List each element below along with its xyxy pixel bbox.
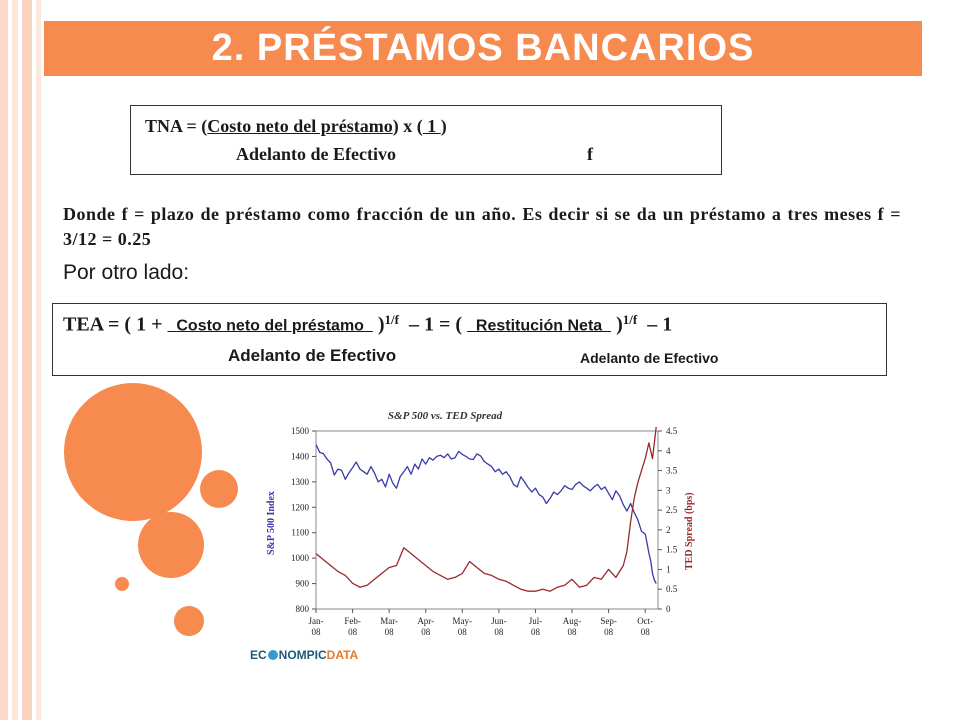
left-tick-label: 1000 bbox=[291, 553, 309, 564]
description-paragraph: Donde f = plazo de préstamo como fracción de un año. Es decir si se da un préstamo a tres meses f = 3/12 = 0.25 bbox=[63, 204, 901, 249]
logo-part-1: EC bbox=[250, 648, 267, 662]
left-tick-label: 800 bbox=[295, 604, 309, 614]
x-tick-label-month: Apr- bbox=[417, 616, 435, 626]
tea-lead: TEA = ( 1 + bbox=[63, 313, 168, 336]
tea-end bbox=[637, 313, 672, 335]
x-tick-label-year: 08 bbox=[567, 627, 577, 637]
left-stripe-3 bbox=[22, 0, 32, 720]
tna-formula-box bbox=[130, 105, 722, 175]
tea-formula-box bbox=[52, 303, 887, 376]
left-stripe-4 bbox=[36, 0, 41, 720]
right-tick-label: 1 bbox=[666, 564, 671, 575]
right-tick-label: 4.5 bbox=[666, 426, 678, 436]
tea-close-1: ) bbox=[372, 313, 385, 336]
x-tick-label-year: 08 bbox=[421, 627, 431, 637]
left-axis-ticks bbox=[291, 426, 316, 614]
x-tick-label-month: Jun- bbox=[491, 616, 507, 626]
left-tick-label: 1200 bbox=[291, 502, 309, 513]
right-tick-label: 2 bbox=[666, 524, 671, 535]
decorative-circle-big2 bbox=[138, 512, 204, 578]
decorative-circle-large bbox=[64, 383, 202, 521]
tna-denominator: Adelanto de Efectivo bbox=[236, 144, 396, 164]
right-axis-ticks bbox=[658, 426, 678, 614]
chart-series bbox=[316, 427, 656, 591]
sp500-ted-chart bbox=[250, 405, 695, 655]
tna-numerator: Costo neto del préstamo bbox=[207, 116, 393, 136]
tea-mid bbox=[399, 313, 467, 335]
decorative-circle-medium bbox=[200, 470, 238, 508]
tea-numerator-2 bbox=[467, 317, 611, 334]
right-tick-label: 0 bbox=[666, 604, 671, 614]
sp500-series-line bbox=[316, 445, 656, 584]
tea-end-text: – 1 bbox=[647, 313, 673, 336]
slide-title-text: 2. PRÉSTAMOS BANCARIOS bbox=[211, 27, 755, 69]
tna-one: 1 bbox=[422, 116, 441, 136]
tea-exponent-2: 1/f bbox=[622, 312, 638, 327]
tna-end: ) bbox=[440, 116, 447, 136]
x-tick-label-month: May- bbox=[452, 616, 473, 626]
tea-numerator-1 bbox=[167, 317, 372, 334]
x-axis-ticks bbox=[309, 609, 654, 637]
tea-numerator-1-text: Costo neto del préstamo bbox=[176, 317, 364, 335]
logo-globe-icon bbox=[268, 650, 278, 660]
ted-spread-series-line bbox=[316, 427, 656, 591]
x-tick-label-month: Mar- bbox=[380, 616, 399, 626]
left-tick-label: 1100 bbox=[291, 527, 309, 538]
x-tick-label-month: Feb- bbox=[344, 616, 361, 626]
x-tick-label-month: Oct- bbox=[637, 616, 654, 626]
other-side-label: Por otro lado: bbox=[63, 261, 190, 284]
logo-part-2: NOMPIC bbox=[278, 648, 327, 662]
x-tick-label-month: Jul- bbox=[528, 616, 543, 626]
slide-title bbox=[44, 21, 922, 76]
decorative-circle-small bbox=[115, 577, 129, 591]
x-tick-label-year: 08 bbox=[494, 627, 504, 637]
tea-close-2: ) bbox=[611, 313, 623, 336]
tna-line-1 bbox=[145, 116, 447, 137]
chart-plot-frame bbox=[316, 431, 658, 609]
right-tick-label: 3 bbox=[666, 485, 671, 496]
right-tick-label: 1.5 bbox=[666, 544, 678, 555]
tna-f: f bbox=[587, 144, 593, 164]
left-axis-label: S&P 500 Index bbox=[266, 491, 277, 555]
chart-title: S&P 500 vs. TED Spread bbox=[387, 410, 503, 422]
right-tick-label: 2.5 bbox=[666, 505, 678, 516]
left-tick-label: 1400 bbox=[291, 451, 309, 462]
tea-exponent-1: 1/f bbox=[384, 312, 399, 327]
tea-numerator-2-text: Restitución Neta bbox=[475, 317, 603, 335]
logo-part-3: DATA bbox=[326, 648, 359, 662]
x-tick-label-month: Jan- bbox=[308, 616, 324, 626]
x-tick-label-year: 08 bbox=[348, 627, 358, 637]
tea-mid-text: – 1 = ( bbox=[408, 313, 468, 336]
left-tick-label: 900 bbox=[295, 578, 309, 589]
x-tick-label-year: 08 bbox=[530, 627, 540, 637]
x-tick-label-year: 08 bbox=[604, 627, 614, 637]
left-stripe-2 bbox=[12, 0, 18, 720]
decorative-circle-medium2 bbox=[174, 606, 204, 636]
economicdata-logo bbox=[250, 648, 358, 662]
left-tick-label: 1300 bbox=[291, 476, 309, 487]
x-tick-label-year: 08 bbox=[384, 627, 394, 637]
x-tick-label-year: 08 bbox=[640, 627, 650, 637]
tna-lead: TNA = ( bbox=[145, 116, 208, 136]
x-tick-label-month: Sep- bbox=[600, 616, 617, 626]
x-tick-label-year: 08 bbox=[311, 627, 321, 637]
tna-mid: ) x ( bbox=[392, 116, 423, 136]
right-tick-label: 4 bbox=[666, 445, 671, 456]
left-tick-label: 1500 bbox=[291, 426, 309, 436]
tea-denominator-2: Adelanto de Efectivo bbox=[580, 350, 719, 366]
x-tick-label-year: 08 bbox=[457, 627, 467, 637]
tea-denominator-1: Adelanto de Efectivo bbox=[228, 346, 397, 365]
tea-line-1 bbox=[63, 312, 672, 336]
right-tick-label: 3.5 bbox=[666, 465, 678, 476]
right-tick-label: 0.5 bbox=[666, 584, 678, 595]
right-axis-label: TED Spread (bps) bbox=[684, 492, 695, 570]
x-tick-label-month: Aug- bbox=[562, 616, 582, 626]
left-stripe-1 bbox=[0, 0, 8, 720]
